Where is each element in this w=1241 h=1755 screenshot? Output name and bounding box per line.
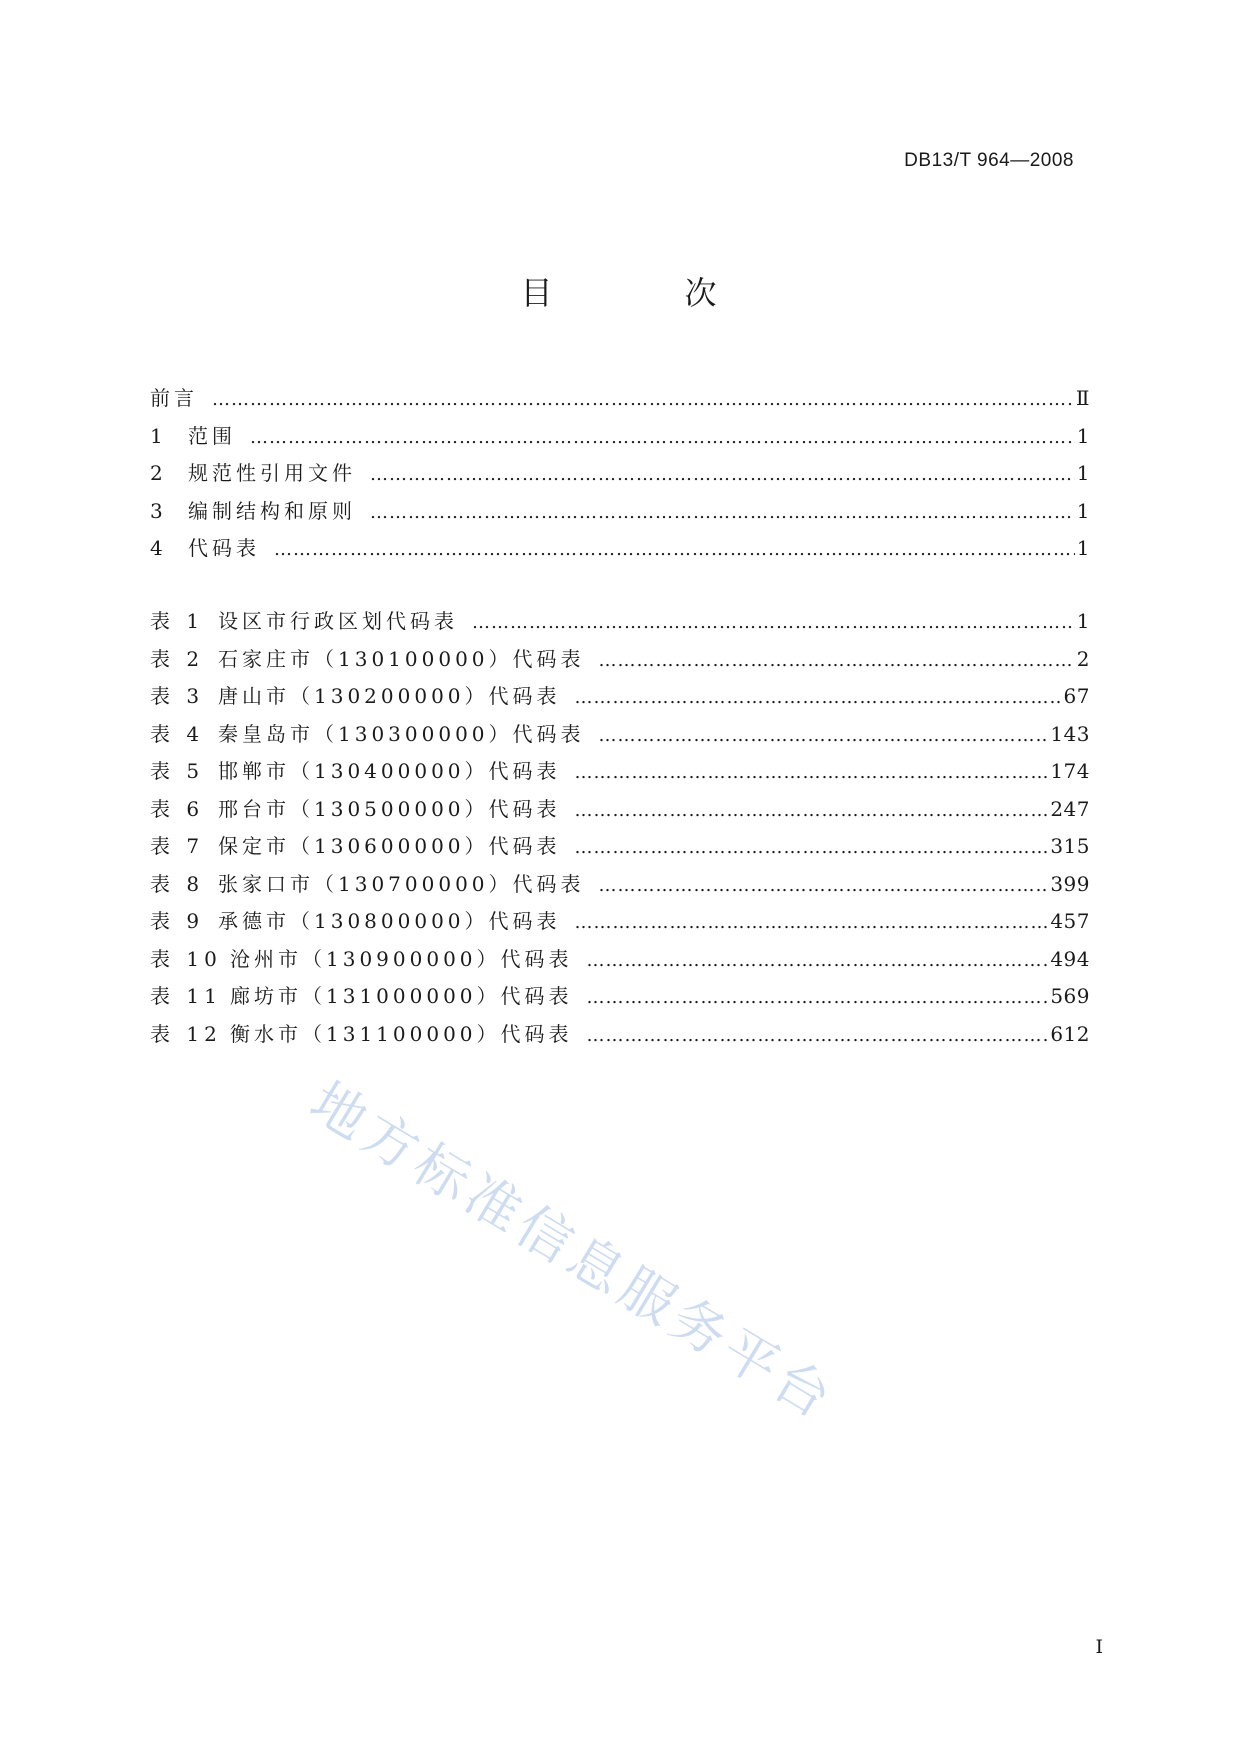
table-number: 表 12 [150,1021,222,1046]
toc-entry[interactable] [150,382,1090,420]
dot-leader [587,950,1049,971]
table-label: 衡水市（131100000）代码表 [230,1021,573,1046]
document-code: DB13/T 964—2008 [904,150,1074,171]
toc-table-entry[interactable] [150,680,1090,718]
toc-entry-number: 4 [150,536,164,560]
dot-leader [370,464,1075,485]
dot-leader [599,875,1049,896]
dot-leader [587,1025,1049,1046]
table-number: 表 4 [150,721,205,746]
page-number: I [1095,1636,1103,1658]
table-label: 保定市（130600000）代码表 [218,834,561,858]
toc-entry-page: 1 [1076,423,1090,448]
table-number: 表 5 [150,759,205,783]
table-number: 表 6 [150,796,205,821]
dot-leader [599,650,1075,671]
dot-leader [274,539,1075,560]
toc-table-entry[interactable] [150,868,1090,906]
toc-entry-page: 1 [1076,461,1090,485]
toc-entry-page: 1 [1076,498,1090,523]
toc-table-entry[interactable] [150,643,1090,681]
toc-table-entry[interactable] [150,905,1090,943]
table-label: 设区市行政区划代码表 [218,609,458,633]
toc-tables [150,605,1090,1055]
toc-entry[interactable] [150,495,1090,533]
table-page: 1 [1076,609,1090,633]
table-label: 秦皇岛市（130300000）代码表 [218,721,585,746]
toc-table-entry[interactable] [150,943,1090,981]
dot-leader [587,987,1049,1008]
dot-leader [575,800,1049,821]
table-label: 廊坊市（131000000）代码表 [230,984,573,1008]
table-number: 表 1 [150,609,205,633]
table-page: 399 [1050,871,1090,896]
toc-entry-label: 编制结构和原则 [188,498,356,523]
table-page: 247 [1050,796,1090,821]
toc-entry[interactable] [150,532,1090,570]
table-label: 张家口市（130700000）代码表 [218,871,585,896]
table-page: 569 [1050,984,1090,1008]
table-page: 143 [1050,721,1090,746]
dot-leader [472,612,1075,633]
toc-entry-page: Ⅱ [1075,386,1090,410]
toc-title-part2: 次 [684,274,721,312]
table-label: 承德市（130800000）代码表 [218,909,561,933]
table-page: 2 [1076,646,1090,671]
toc-entry-label: 范围 [188,423,236,448]
toc-entry-label: 代码表 [188,536,260,560]
dot-leader [212,389,1074,410]
toc-table-entry[interactable] [150,793,1090,831]
toc-table-entry[interactable] [150,1018,1090,1056]
toc-entry-label: 规范性引用文件 [188,461,356,485]
table-page: 315 [1050,834,1090,858]
dot-leader [599,725,1049,746]
dot-leader [575,912,1049,933]
dot-leader [575,687,1062,708]
table-label: 邯郸市（130400000）代码表 [218,759,561,783]
table-number: 表 8 [150,871,205,896]
toc-entry-label: 前言 [150,386,198,410]
table-label: 沧州市（130900000）代码表 [230,946,573,971]
table-number: 表 7 [150,834,205,858]
toc-title [0,268,1241,314]
toc-table-entry[interactable] [150,980,1090,1018]
toc-table-entry[interactable] [150,830,1090,868]
toc-entry-page: 1 [1076,536,1090,560]
table-number: 表 2 [150,646,205,671]
toc-table-entry[interactable] [150,605,1090,643]
table-number: 表 3 [150,684,205,708]
table-page: 67 [1063,684,1090,708]
toc-entry-number: 3 [150,498,164,523]
dot-leader [575,762,1049,783]
table-number: 表 11 [150,984,222,1008]
table-number: 表 10 [150,946,222,971]
toc-table-entry[interactable] [150,718,1090,756]
toc-entry-number: 2 [150,461,164,485]
toc-entry-number: 1 [150,423,164,448]
table-page: 494 [1050,946,1090,971]
toc-title-part1: 目 [520,274,557,312]
table-label: 邢台市（130500000）代码表 [218,796,561,821]
toc-entry[interactable] [150,420,1090,458]
table-label: 唐山市（130200000）代码表 [218,684,561,708]
toc-table-entry[interactable] [150,755,1090,793]
watermark: 地方标准信息服务平台 [299,1069,847,1433]
table-page: 457 [1050,909,1090,933]
table-page: 174 [1050,759,1090,783]
dot-leader [575,837,1049,858]
toc-entry[interactable] [150,457,1090,495]
table-number: 表 9 [150,909,205,933]
table-label: 石家庄市（130100000）代码表 [218,646,585,671]
dot-leader [370,502,1075,523]
toc-sections [150,382,1090,570]
dot-leader [250,427,1075,448]
table-page: 612 [1050,1021,1090,1046]
